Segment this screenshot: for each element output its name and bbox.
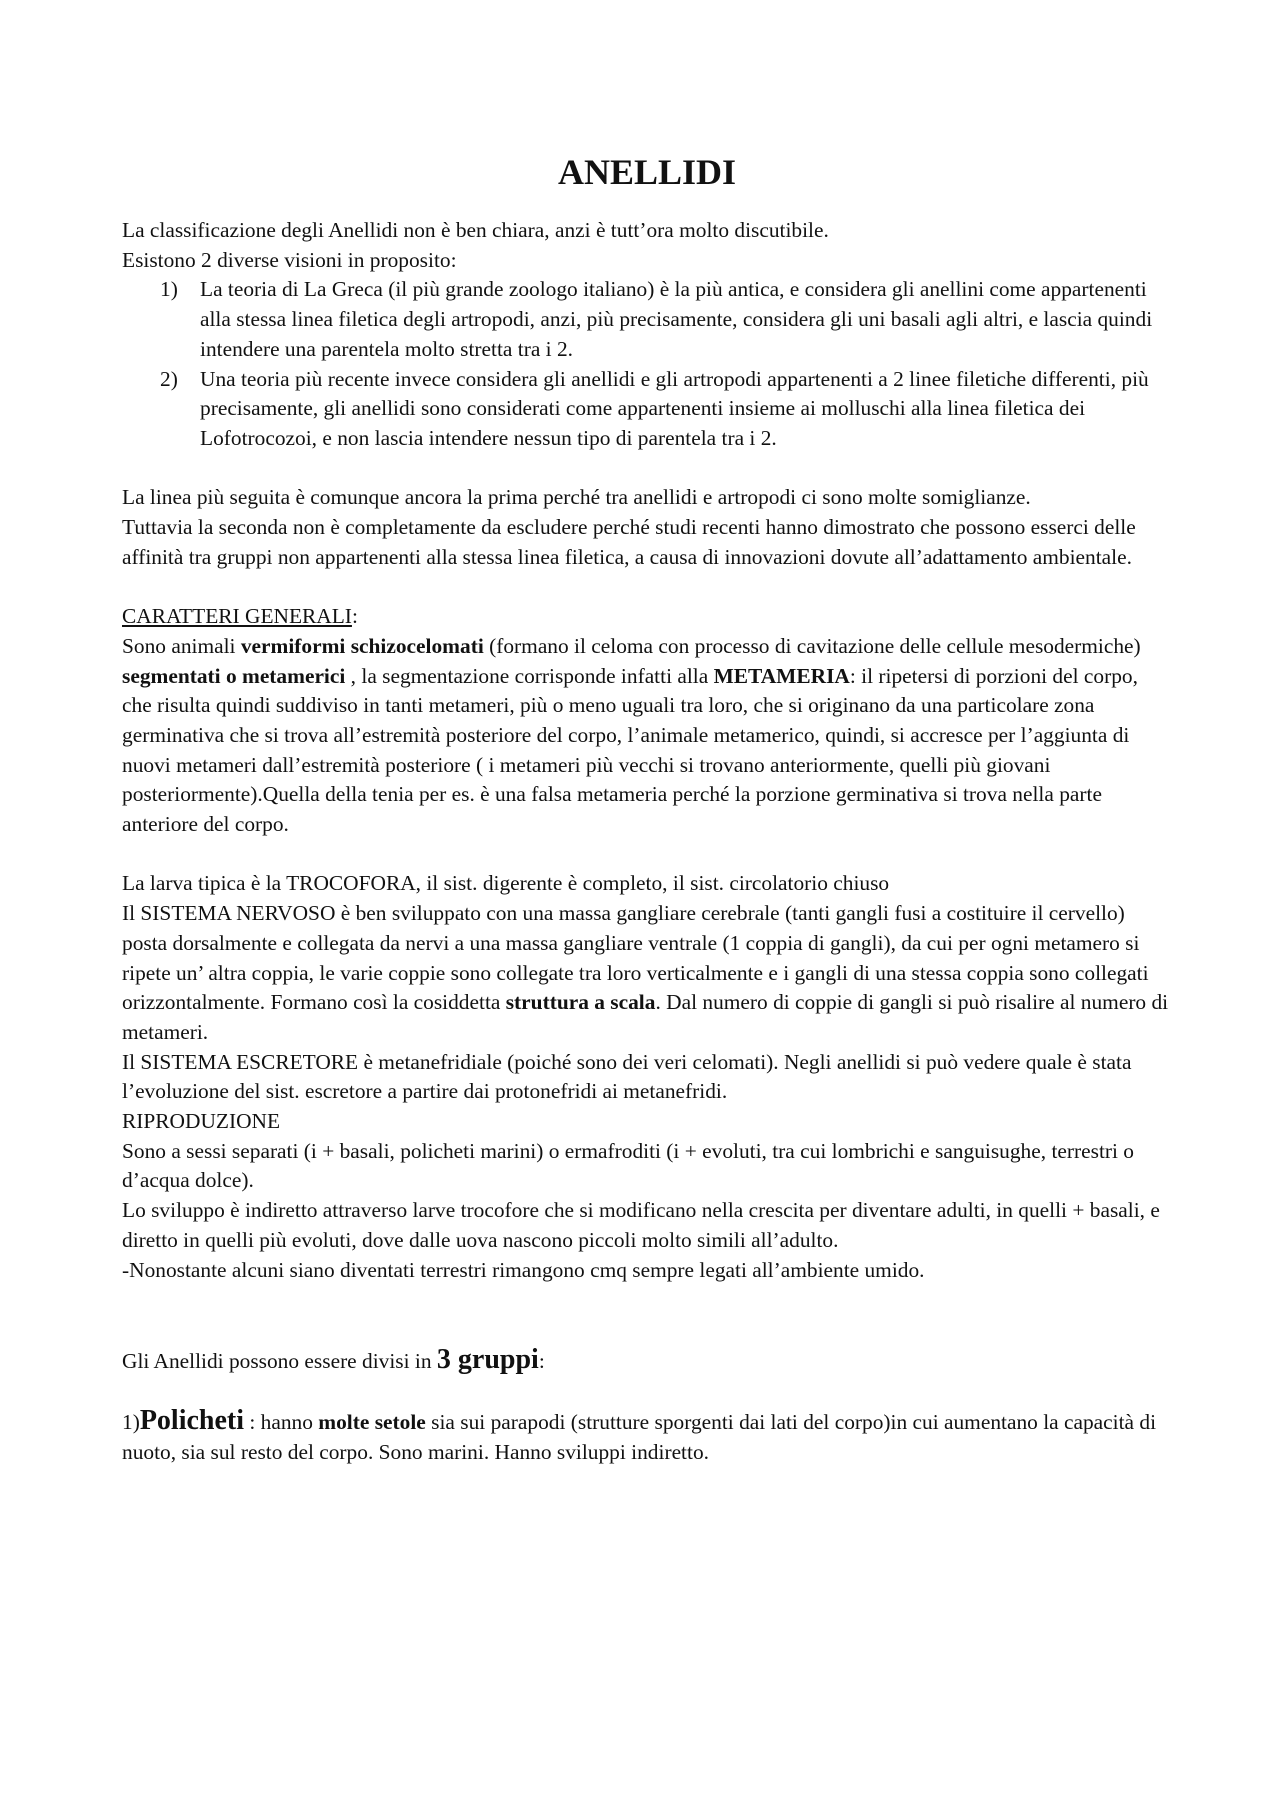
spacer — [122, 840, 1172, 870]
text-run: (formano il celoma con processo di cavitazione delle cellule mesodermiche) — [483, 633, 1141, 658]
text-run: 1) — [122, 1410, 140, 1435]
spacer — [122, 454, 1172, 484]
bold-term: 3 gruppi — [436, 1343, 539, 1375]
intro-line: La classificazione degli Anellidi non è ben chiara, anzi è tutt’ora molto discutibile. — [122, 218, 829, 242]
paragraph-sviluppo: Lo sviluppo è indiretto attraverso larve trocofore che si modificano nella crescita per diventare adulti, in quelli + basali, e diretto in quelli più evoluti, dove dalle uova nascono piccoli molto simili all’adulto. — [122, 1198, 1160, 1252]
paragraph-caratteri — [122, 632, 1172, 840]
paragraph-linea: La linea più seguita è comunque ancora la prima perché tra anellidi e artropodi ci sono molte somiglianze. — [122, 485, 1031, 510]
bold-term: segmentati o metamerici — [122, 663, 346, 688]
list-text: Una teoria più recente invece considera gli anellidi e gli artropodi appartenenti a 2 linee filetiche differenti, più precisamente, gli anellidi sono considerati come appartenenti insieme ai molluschi alla linea filetica dei Lofotrocozoi, e non lascia intendere nessun tipo di parentela tra i 2. — [200, 366, 1149, 450]
paragraph-nervoso — [122, 899, 1172, 1048]
paragraph-escretore: Il SISTEMA ESCRETORE è metanefridiale (poiché sono dei veri celomati). Negli anellidi si può vedere quale è stata l’evoluzione del sist. escretore a partire dai protonefridi ai metanefridi. — [122, 1049, 1132, 1104]
text-run: Sono animali — [122, 633, 241, 658]
page-title: ANELLIDI — [557, 152, 737, 192]
text-run: : — [538, 1348, 545, 1373]
text-run: Il SISTEMA NERVOSO è ben sviluppato con una massa gangliare cerebrale (tanti gangli fusi a costituire il cervello) posta dorsalmente e collegata da nervi a una massa gangliare ventrale (1 coppia di gangli), da cui per ogni metamero si ripete un’ altra coppia, le varie coppie sono collegate tra loro verticalmente e i gangli di una stessa coppia sono collegati orizzontalmente. Formano così la cosiddetta — [122, 901, 1149, 1015]
paragraph-nonostante: -Nonostante alcuni siano diventati terrestri rimangono cmq sempre legati all’ambiente umido. — [122, 1257, 925, 1282]
paragraph-riproduzione: Sono a sessi separati (i + basali, policheti marini) o ermafroditi (i + evoluti, tra cui lombrichi e sanguisughe, terrestri o d’acqua dolce). — [122, 1138, 1134, 1193]
bold-term: Policheti — [139, 1405, 245, 1437]
intro-line: Esistono 2 diverse visioni in proposito: — [122, 247, 457, 272]
list-item — [122, 275, 1172, 364]
bold-term: vermiformi schizocelomati — [240, 633, 484, 658]
theories-list — [122, 275, 1172, 453]
paragraph-larva: La larva tipica è la TROCOFORA, il sist. digerente è completo, il sist. circolatorio chiuso — [122, 871, 890, 896]
bold-term: struttura a scala — [505, 990, 656, 1015]
text-run: . Dal numero di coppie di gangli si può risalire al numero di metameri. — [122, 990, 1169, 1044]
list-number: 1) — [160, 277, 178, 302]
section-heading-caratteri — [122, 602, 1172, 632]
list-item — [122, 365, 1172, 454]
list-text: La teoria di La Greca (il più grande zoologo italiano) è la più antica, e considera gli anellini come appartenenti alla stessa linea filetica degli artropodi, anzi, più precisamente, considera gli uni basali agli altri, e lascia quindi intendere una parentela molto stretta tra i 2. — [200, 277, 1153, 361]
paragraph-policheti — [122, 1406, 1172, 1467]
bold-term: molte setole — [318, 1410, 426, 1435]
paragraph-tuttavia: Tuttavia la seconda non è completamente da escludere perché studi recenti hanno dimostrato che possono esserci delle affinità tra gruppi non appartenenti alla stessa linea filetica, a causa di innovazioni dovute all’adattamento ambientale. — [122, 515, 1136, 569]
paragraph-gruppi — [122, 1345, 1172, 1377]
text-run: Gli Anellidi possono essere divisi in — [122, 1348, 437, 1373]
text-run: : hanno — [244, 1410, 319, 1435]
caratteri-heading-text: CARATTERI GENERALI — [122, 604, 352, 629]
text-run: : il ripetersi di porzioni del corpo, che risulta quindi suddiviso in tanti metameri, più o meno uguali tra loro, che si originano da una particolare zona germinativa che si trova all’estremità posteriore del corpo, l’animale metamerico, quindi, si accresce per l’aggiunta di nuovi metameri dall’estremità posteriore ( i metameri più vecchi si trovano anteriormente, quelli più giovani posteriormente).Quella della tenia per es. è una falsa metameria perché la porzione germinativa si trova nella parte anteriore del corpo. — [122, 663, 1138, 837]
bold-term: METAMERIA — [713, 663, 850, 688]
list-number: 2) — [160, 366, 178, 391]
text-run: , la segmentazione corrisponde infatti alla — [345, 663, 714, 688]
heading-colon: : — [351, 604, 358, 629]
document-body — [122, 150, 1172, 1467]
spacer — [122, 1285, 1172, 1344]
text-run: sia sui parapodi (strutture sporgenti dai lati del corpo)in cui aumentano la capacità di nuoto, sia sul resto del corpo. Sono marini. Hanno sviluppi indiretto. — [122, 1410, 1157, 1464]
spacer — [122, 572, 1172, 602]
section-heading-riproduzione: RIPRODUZIONE — [122, 1109, 281, 1134]
spacer — [122, 1376, 1172, 1406]
